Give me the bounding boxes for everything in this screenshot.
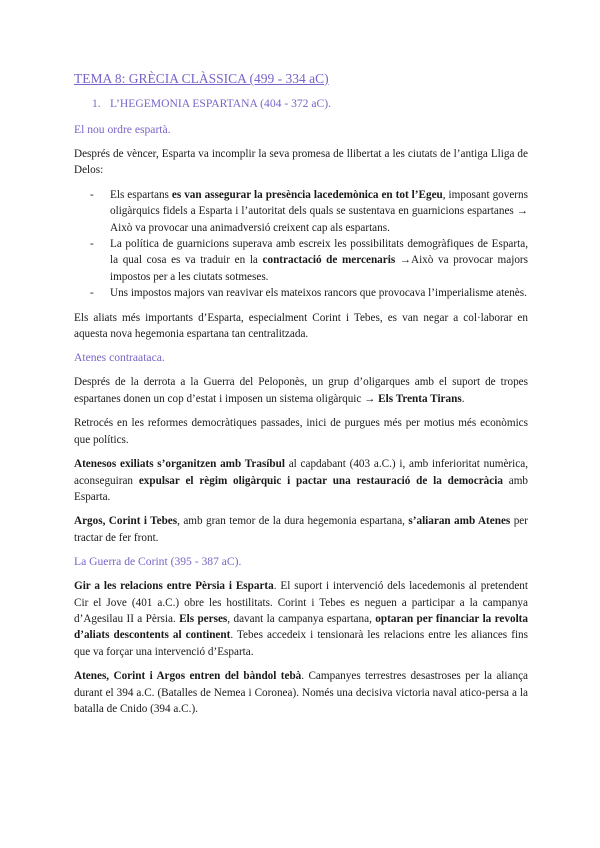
text-run: Els espartans <box>110 188 172 201</box>
paragraph: Retrocés en les reformes democràtiques passades, inici de purgues més per motius més econòmics que polítics. <box>74 417 528 446</box>
paragraph <box>74 374 528 407</box>
paragraph: Després de vèncer, Esparta va incomplir la seva promesa de llibertat a les ciutats de l’antiga Lliga de Delos: <box>74 148 528 177</box>
bold-run: Els Trenta Tirans <box>378 392 462 405</box>
bold-run: s’aliaran amb Atenes <box>408 515 511 528</box>
bold-run: contractació de mercenaris <box>262 254 396 267</box>
bullet-dash: - <box>90 188 94 201</box>
bold-run: Atenes, Corint i Argos entren del bàndol tebà <box>74 670 302 683</box>
paragraph <box>74 578 528 660</box>
bold-run: optaran per financiar la revolta d’aliats descontents al continent <box>74 612 528 642</box>
paragraph <box>74 668 528 717</box>
paragraph <box>74 513 528 546</box>
text-run: . Campanyes terrestres desastroses per la aliança durant el 394 a.C. (Batalles de Nemea i Coronea). Només una decisiva victoria naval atico-persa a la batalla de Cnido (394 a.C.). <box>74 670 529 715</box>
bold-run: es van assegurar la presència lacedemònica en tot l’Egeu <box>171 188 443 201</box>
bold-run: Gir a les relacions entre Pèrsia i Esparta <box>74 580 274 593</box>
document-body <box>74 70 528 725</box>
text-run: . El suport i intervenció dels lacedemonis al pretendent Cir el Jove (401 a.C.) obre les hostilitats. Corint i Tebes es neguen a participar a la campanya d’Agesilau II a Pèrsia. <box>74 580 528 625</box>
text-run: . <box>461 392 465 405</box>
list-item <box>74 236 528 285</box>
paragraph <box>74 456 528 505</box>
text-run: . Tebes accedeix i tensionarà les relacions entre les aliances fins que va forçar una intervenció d’Esparta. <box>74 629 528 658</box>
page-title: TEMA 8: GRÈCIA CLÀSSICA (499 - 334 aC) <box>74 71 329 86</box>
list-item <box>74 187 528 236</box>
list-item <box>74 285 528 301</box>
section-number: 1. <box>92 97 101 110</box>
bold-run: expulsar el règim oligàrquic i pactar una restauració de la democràcia <box>138 474 503 487</box>
text-run: , davant la campanya espartana, <box>227 612 376 625</box>
text-run: Després de la derrota a la Guerra del Peloponès, un grup d’oligarques amb el suport de tropes espartanes donen un cop d’estat i imposen un sistema oligàrquic → <box>74 376 528 405</box>
section-heading <box>92 96 528 112</box>
text-run: La política de guarnicions superava amb escreix les possibilitats demogràfiques de Esparta, la qual cosa es va traduir en la <box>110 238 528 267</box>
subheading-guerra-corint: La Guerra de Corint (395 - 387 aC). <box>74 555 242 569</box>
subheading-nou-ordre: El nou ordre espartà. <box>74 123 171 136</box>
paragraph: Els aliats més importants d’Esparta, especialment Corint i Tebes, es van negar a col·laborar en aquesta nova hegemonia espartana tan centralitzada. <box>74 311 528 341</box>
text-run: al capdabant (403 a.C.) i, amb inferioritat numèrica, aconseguiran <box>74 458 528 487</box>
text-run: , imposant governs oligàrquics fidels a Esparta i l’autoritat dels quals se sustentava en guarnicions espartanes → Això va provocar una animadversió creixent cap als espartans. <box>110 188 528 234</box>
text-run: Uns impostos majors van reavivar els mateixos rancors que provocava l’imperialisme atenès. <box>110 287 527 300</box>
bullet-dash: - <box>90 238 94 251</box>
bold-run: Atenesos exiliats s’organitzen amb Trasíbul <box>74 458 285 471</box>
bold-run: Argos, Corint i Tebes <box>74 515 178 528</box>
bold-run: Els perses <box>179 612 228 625</box>
section-label: L’HEGEMONIA ESPARTANA (404 - 372 aC). <box>110 97 332 110</box>
bullet-dash: - <box>90 287 94 300</box>
text-run: amb Esparta. <box>74 474 529 503</box>
text-run: , amb gran temor de la dura hegemonia espartana, <box>177 515 409 528</box>
text-run: per tractar de fer front. <box>74 515 528 544</box>
bullet-list <box>74 187 528 302</box>
subheading-atenes: Atenes contraataca. <box>74 351 165 365</box>
text-run: →Això va provocar majors impostos per a les ciutats sotmeses. <box>110 254 528 283</box>
